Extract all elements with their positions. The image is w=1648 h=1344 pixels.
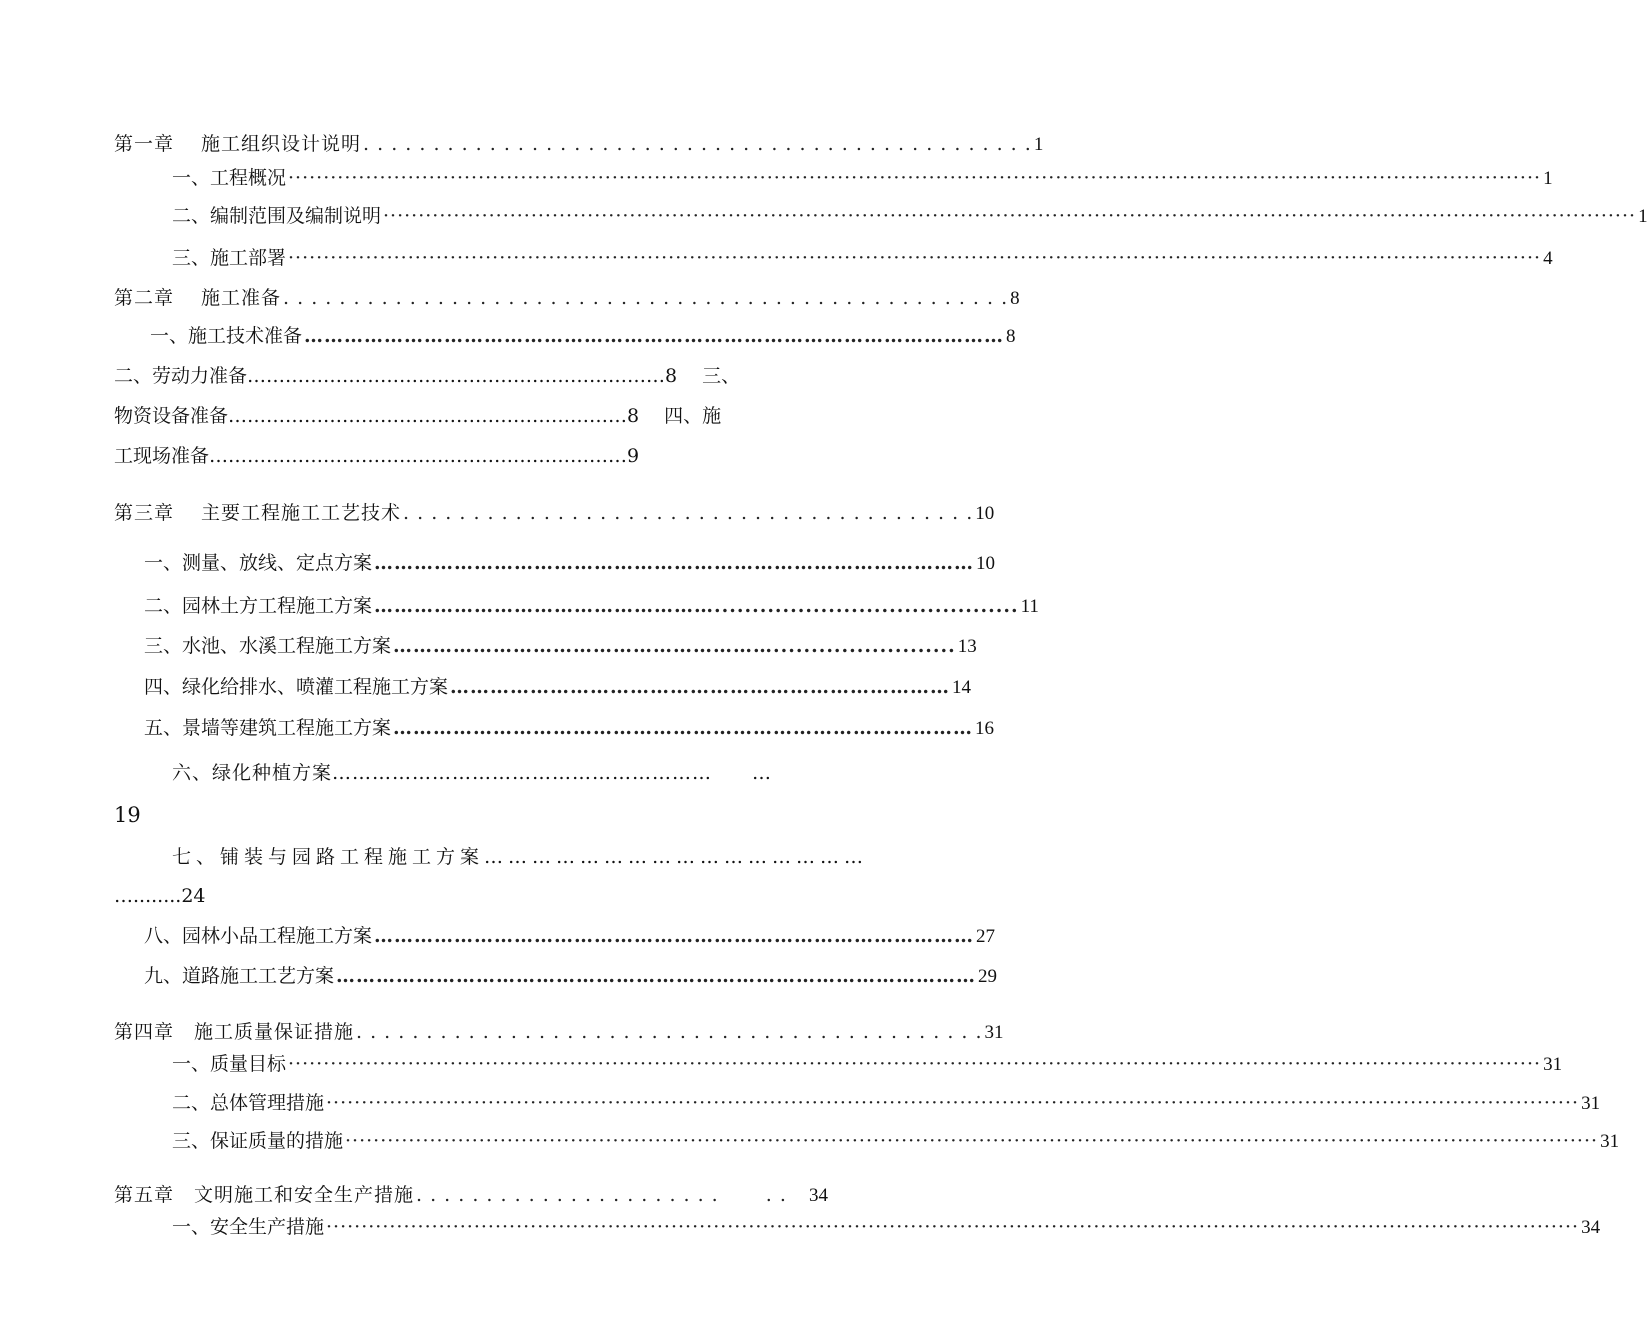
toc-page-number: 14 [952, 677, 972, 698]
toc-wrapped-line-3-7[interactable]: 七、铺装与园路工程施工方案………………………………………… [172, 846, 869, 868]
toc-page-number: 31 [984, 1022, 1004, 1043]
toc-label: 一、安全生产措施 [172, 1216, 325, 1238]
toc-label: 四、绿化给排水、喷灌工程施工方案 [144, 676, 449, 698]
toc-wrapped-line-3-6[interactable]: 六、绿化种植方案………………………………………………… … [172, 762, 773, 784]
toc-label: 三、水池、水溪工程施工方案 [144, 635, 392, 657]
toc-leader: . . . . . . . . . . . . . . . . . . . . . . . . . . . . . . . . . . . . . . . . . . . . . . . . [363, 133, 1032, 155]
toc-page-number: 10 [975, 503, 995, 524]
toc-leader: ·················································································································································································· [326, 1216, 1580, 1238]
toc-leader: . . . . . . . . . . . . . . . . . . . . . . . . . . . . . . . . . . . . . . . . . . . . . [356, 1021, 983, 1043]
toc-label: 三、施工部署 [172, 247, 287, 269]
toc-entry-4-2[interactable] [172, 1091, 1601, 1116]
toc-page-number: 11 [1020, 596, 1039, 617]
toc-label: 三、保证质量的措施 [172, 1130, 344, 1152]
toc-leader: . . . . . . . . . . . . . . . . . . . . . . . . [416, 1184, 787, 1206]
toc-entry-4-3[interactable] [172, 1129, 1620, 1154]
toc-leader: ……………………………………………………………………………… [374, 925, 975, 947]
toc-leader: ·················································································································································································· [383, 205, 1637, 227]
toc-label: 一、工程概况 [172, 167, 287, 189]
toc-entry-3-5[interactable] [144, 716, 995, 741]
toc-entry-chapter-4[interactable] [114, 1020, 1004, 1045]
toc-label: 一、测量、放线、定点方案 [144, 552, 373, 574]
toc-leader: …………………………………………………........................ [393, 635, 956, 657]
toc-page-number: 34 [1581, 1217, 1601, 1238]
toc-page-number: 31 [1543, 1054, 1563, 1075]
toc-page-number: 8 [1010, 288, 1020, 309]
toc-wrapped-line-2-4[interactable]: 工现场准备…………………………………………………………9 [114, 445, 640, 467]
toc-leader: ……………………………………………………………………………… [374, 552, 975, 574]
toc-page-number: 16 [975, 718, 995, 739]
toc-label: 二、园林土方工程施工方案 [144, 595, 373, 617]
toc-label: 二、总体管理措施 [172, 1092, 325, 1114]
toc-entry-3-3[interactable] [144, 634, 977, 659]
toc-wrapped-page-3-7: …........24 [114, 885, 206, 907]
toc-label: 第一章 施工组织设计说明 [114, 133, 362, 155]
toc-entry-3-2[interactable] [144, 594, 1039, 619]
toc-entry-chapter-1[interactable] [114, 132, 1044, 157]
toc-label: 一、施工技术准备 [150, 325, 303, 347]
toc-label: 一、质量目标 [172, 1053, 287, 1075]
toc-page-number: 34 [809, 1185, 828, 1206]
toc-page-number: 1 [1638, 206, 1648, 227]
toc-entry-3-8[interactable] [144, 924, 996, 949]
toc-leader: …………………………………………………………………………………… [336, 965, 977, 987]
toc-entry-3-9[interactable] [144, 964, 998, 989]
toc-wrapped-line-2-3[interactable]: 物资设备准备………………………………………………………8 四、施 [114, 405, 722, 427]
toc-label: 第四章 施工质量保证措施 [114, 1021, 355, 1043]
toc-entry-2-1[interactable] [150, 324, 1016, 349]
toc-leader: . . . . . . . . . . . . . . . . . . . . . . . . . . . . . . . . . . . . . . . . . . . . . . . . . . . . [283, 287, 1009, 309]
toc-page-number: 1 [1543, 168, 1553, 189]
toc-page-number: 31 [1581, 1093, 1601, 1114]
toc-page-number: 13 [957, 636, 977, 657]
toc-entry-chapter-5[interactable] [114, 1183, 828, 1208]
toc-wrapped-line-2-2[interactable]: 二、劳动力准备…………………………………………………………8 三、 [114, 365, 741, 387]
toc-entry-1-2[interactable] [172, 204, 1648, 229]
toc-label: 第三章 主要工程施工工艺技术 [114, 502, 402, 524]
toc-entry-1-3[interactable] [172, 246, 1553, 271]
toc-entry-1-1[interactable] [172, 166, 1553, 191]
toc-entry-5-1[interactable] [172, 1215, 1601, 1240]
toc-leader: ·················································································································································································· [345, 1130, 1599, 1152]
toc-label: 九、道路施工工艺方案 [144, 965, 335, 987]
toc-leader: ·················································································································································································· [326, 1092, 1580, 1114]
toc-page-number: 31 [1600, 1131, 1620, 1152]
toc-label: 八、园林小品工程施工方案 [144, 925, 373, 947]
toc-entry-chapter-2[interactable] [114, 286, 1020, 311]
toc-entry-3-4[interactable] [144, 675, 972, 700]
toc-leader: ·················································································································································································· [288, 167, 1542, 189]
toc-leader: …………………………………………………………………………… [393, 717, 974, 739]
toc-entry-chapter-3[interactable] [114, 501, 995, 526]
toc-label: 二、编制范围及编制说明 [172, 205, 382, 227]
toc-leader: ………………………………………………………………… [450, 676, 951, 698]
toc-leader: ……………………………………………........................................ [374, 595, 1019, 617]
toc-leader: ·················································································································································································· [288, 247, 1542, 269]
toc-label: 第二章 施工准备 [114, 287, 282, 309]
toc-page-number: 8 [1006, 326, 1016, 347]
toc-label: 五、景墙等建筑工程施工方案 [144, 717, 392, 739]
toc-entry-3-1[interactable] [144, 551, 996, 576]
toc-page-number: 29 [978, 966, 998, 987]
toc-page-number: 10 [976, 553, 996, 574]
toc-page-number: 4 [1543, 248, 1553, 269]
toc-leader: ·················································································································································································· [288, 1053, 1542, 1075]
toc-leader: …………………………………………………………………………………………… [304, 325, 1005, 347]
toc-wrapped-page-3-6: 19 [114, 803, 141, 827]
toc-page-number: 1 [1033, 134, 1044, 155]
toc-leader: . . . . . . . . . . . . . . . . . . . . . . . . . . . . . . . . . . . . . . . . . [403, 502, 974, 524]
toc-entry-4-1[interactable] [172, 1052, 1563, 1077]
toc-label: 第五章 文明施工和安全生产措施 [114, 1184, 415, 1206]
toc-page-number: 27 [976, 926, 996, 947]
